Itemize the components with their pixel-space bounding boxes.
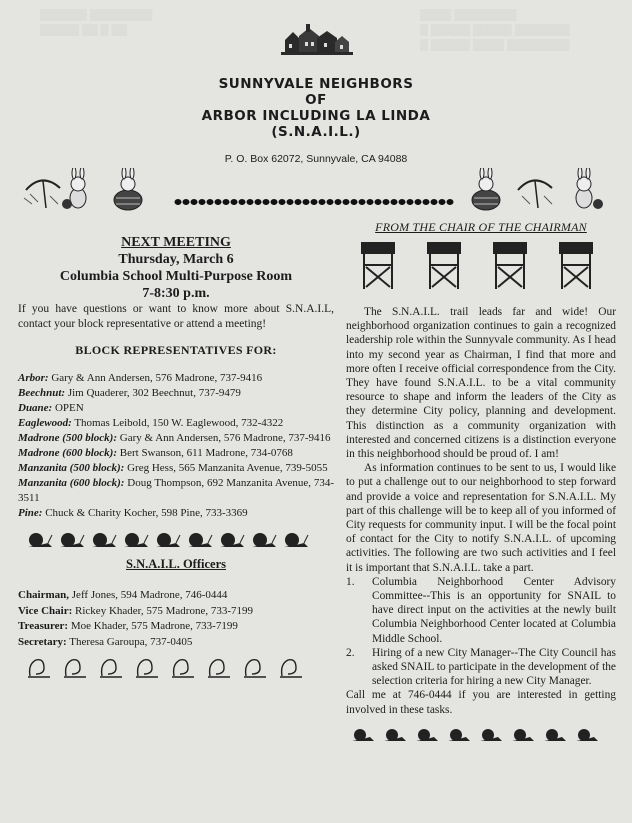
left-column [18,234,334,680]
list-item: Duane: OPEN [18,402,84,414]
chair-article [346,305,616,717]
meeting-time: 7-8:30 p.m. [142,286,210,301]
list-item: Arbor: Gary & Ann Andersen, 576 Madrone, 737-9416 [18,372,263,384]
activities-list [346,575,616,689]
list-item: Eaglewood: Thomas Leibold, 150 W. Eaglewood, 732-4322 [18,417,284,429]
bleed-through-right: ▒▒▒▒ ▒▒▒▒▒▒▒▒ ▒ ▒▒▒▒▒ ▒▒▒▒▒ ▒▒▒▒▒▒▒ ▒ ▒▒▒▒▒ ▒▒▒▒ ▒▒▒▒▒▒▒▒ [420,9,570,51]
list-item: Pine: Chuck & Charity Kocher, 598 Pine, 733-3369 [18,507,248,519]
right-column [346,220,616,745]
list-item: Treasurer: Moe Khader, 575 Madrone, 733-7199 [18,620,238,632]
chair-paragraph-1: The S.N.A.I.L. trail leads far and wide! Our neighborhood organization continues to gain a recognized leadership role within the Sunnyvale community. As I head into my second year as Chairman, I find that more and more often I receive official correspondence from the City. They have found S.N.A.I.L. to be a vital community resource to shape and inform the leaders of the City as they determine City policy, planning and development. This distinction as a community organization with interested and concerned citizens is a distinction everyone in this neighborhood should be proud of. I am! [346,306,616,461]
list-item: 2. Hiring of a new City Manager--The City Council has asked SNAIL to participate in the development of the selection criteria for hiring a new City Manager. [346,646,616,688]
officers-list [18,588,334,650]
chair-paragraph-2: As information continues to be sent to us, I would like to put a challenge out to our neighborhood to step forward and provide a voice and representation for S.N.A.I.L. My part of this challenge will be to keep all of you informed of City requests for community input. I will be the focal point of contact for the City to notify S.N.A.I.L. of upcoming activities. The following are two such activities and I feel it is important that S.N.A.I.L. take a part. [346,462,616,574]
next-meeting-heading: NEXT MEETING [121,235,231,250]
list-item: Manzanita (500 block): Greg Hess, 565 Manzanita Avenue, 739-5055 [18,462,328,474]
snail-row-divider-icon [18,529,334,551]
list-item: Vice Chair: Rickey Khader, 575 Madrone, 733-7199 [18,604,253,617]
list-item: Madrone (600 block): Bert Swanson, 611 Madrone, 734-0768 [18,447,293,459]
officers-heading: S.N.A.I.L. Officers [126,557,226,571]
snail-outline-row-icon [24,656,324,680]
umbrella-bunny-art-left [20,168,180,212]
list-item: Manzanita (600 block): Doug Thompson, 692 Manzanita Avenue, 734-3511 [18,477,335,504]
umbrella-bunny-art-right [456,168,616,212]
masthead-line-3: ARBOR INCLUDING LA LINDA [201,108,431,124]
bleed-through-left: ▒▒▒▒▒▒ ▒▒▒▒▒▒▒▒ ▒▒▒▒▒ ▒▒ ▒ ▒▒ [40,9,153,36]
list-item: Chairman, Jeff Jones, 594 Madrone, 746-0444 [18,589,228,601]
block-reps-heading: BLOCK REPRESENTATIVES FOR: [75,343,277,357]
masthead-line-1: SUNNYVALE NEIGHBORS [218,76,414,92]
mailing-address: P. O. Box 62072, Sunnyvale, CA 94088 [224,153,408,165]
list-item: Secretary: Theresa Garoupa, 737-0405 [18,635,193,648]
dotted-chain-divider [174,198,454,206]
list-item: Beechnut: Jim Quaderer, 302 Beechnut, 737-9479 [18,387,241,399]
list-item: Madrone (500 block): Gary & Ann Andersen, 576 Madrone, 737-9416 [18,432,331,444]
masthead-line-2: OF [305,92,327,108]
directors-chairs-icon [346,239,616,291]
meeting-note: If you have questions or want to know more about S.N.A.I.L, contact your block representative or attend a meeting! [18,303,334,330]
chair-column-heading: FROM THE CHAIR OF THE CHAIRMAN [375,220,587,234]
chair-closing: Call me at 746-0444 if you are interested in getting involved in these tasks. [346,689,616,716]
masthead-line-4: (S.N.A.I.L.) [271,124,361,140]
meeting-date: Thursday, March 6 [118,252,234,267]
list-item: 1. Columbia Neighborhood Center Advisory Committee--This is an opportunity for SNAIL to have direct input on the activities at the newly built Columbia Neighborhood Center located at Columbia Middle School. [346,575,616,645]
village-logo-icon [281,22,353,58]
block-reps-list [18,371,334,521]
snail-row-bottom-icon [346,725,606,745]
meeting-place: Columbia School Multi-Purpose Room [59,269,293,284]
